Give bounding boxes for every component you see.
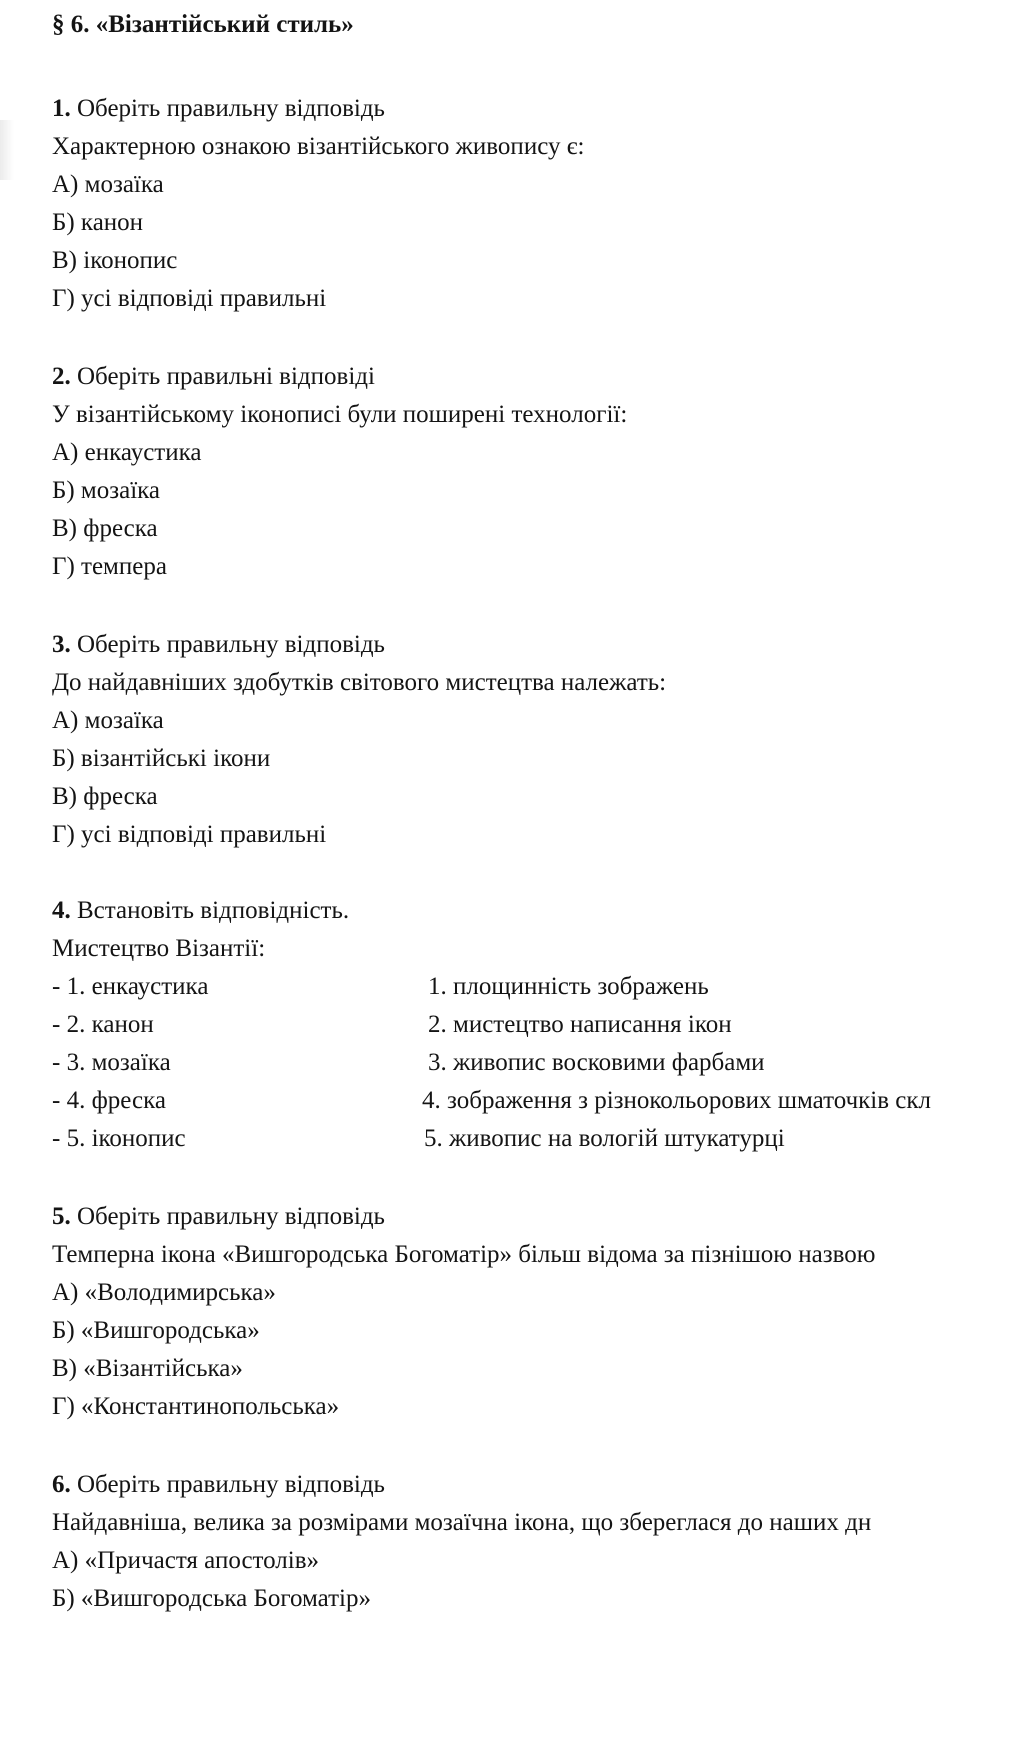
question-5-option-d: Г) «Константинопольська» <box>52 1393 340 1420</box>
question-2-option-a: А) енкаустика <box>52 439 202 466</box>
question-number: 5. <box>52 1203 71 1230</box>
match-right-item: 2. мистецтво написання ікон <box>428 1011 732 1038</box>
question-2-option-c: В) фреска <box>52 515 158 542</box>
question-5-option-b: Б) «Вишгородська» <box>52 1317 260 1344</box>
question-3-header <box>52 630 385 660</box>
match-left-item: - 1. енкаустика <box>52 973 209 1000</box>
question-6-option-a: А) «Причастя апостолів» <box>52 1547 320 1574</box>
question-3-option-b: Б) візантійські ікони <box>52 745 271 772</box>
question-instruction: Оберіть правильні відповіді <box>77 363 375 390</box>
match-left-item: - 4. фреска <box>52 1087 166 1114</box>
question-5-stem: Темперна ікона «Вишгородська Богоматір» більш відома за пізнішою назвою <box>52 1241 876 1268</box>
question-2-stem: У візантійському іконописі були поширені технології: <box>52 401 628 428</box>
question-1-option-c: В) іконопис <box>52 247 178 274</box>
question-instruction: Оберіть правильну відповідь <box>77 1471 385 1498</box>
question-5-header <box>52 1202 385 1232</box>
question-6-option-b: Б) «Вишгородська Богоматір» <box>52 1585 371 1612</box>
question-1-option-d: Г) усі відповіді правильні <box>52 285 327 312</box>
question-5-option-c: В) «Візантійська» <box>52 1355 243 1382</box>
question-number: 6. <box>52 1471 71 1498</box>
match-right-item: 1. площинність зображень <box>428 973 709 1000</box>
question-number: 2. <box>52 363 71 390</box>
match-right-item: 3. живопис восковими фарбами <box>428 1049 765 1076</box>
question-2-option-b: Б) мозаїка <box>52 477 161 504</box>
question-1-option-b: Б) канон <box>52 209 144 236</box>
question-3-option-a: А) мозаїка <box>52 707 164 734</box>
match-right-item: 4. зображення з різнокольорових шматочків скл <box>422 1087 932 1114</box>
question-4-header <box>52 896 349 926</box>
page-edge-shadow <box>0 120 14 180</box>
match-left-item: - 2. канон <box>52 1011 154 1038</box>
question-instruction: Оберіть правильну відповідь <box>77 95 385 122</box>
question-1-header <box>52 94 385 124</box>
question-2-option-d: Г) темпера <box>52 553 167 580</box>
question-number: 1. <box>52 95 71 122</box>
question-3-stem: До найдавніших здобутків світового мистецтва належать: <box>52 669 667 696</box>
question-number: 4. <box>52 897 71 924</box>
match-left-item: - 3. мозаїка <box>52 1049 171 1076</box>
page-title: § 6. «Візантійський стиль» <box>52 11 354 38</box>
question-1-stem: Характерною ознакою візантійського живопису є: <box>52 133 585 160</box>
question-6-header <box>52 1470 385 1500</box>
question-instruction: Оберіть правильну відповідь <box>77 1203 385 1230</box>
question-instruction: Встановіть відповідність. <box>77 897 350 924</box>
match-left-item: - 5. іконопис <box>52 1125 186 1152</box>
question-6-stem: Найдавніша, велика за розмірами мозаїчна ікона, що збереглася до наших дн <box>52 1509 872 1536</box>
question-1-option-a: А) мозаїка <box>52 171 164 198</box>
question-3-option-d: Г) усі відповіді правильні <box>52 821 327 848</box>
question-4-stem: Мистецтво Візантії: <box>52 935 266 962</box>
question-instruction: Оберіть правильну відповідь <box>77 631 385 658</box>
question-5-option-a: А) «Володимирська» <box>52 1279 276 1306</box>
question-3-option-c: В) фреска <box>52 783 158 810</box>
question-2-header <box>52 362 375 392</box>
question-number: 3. <box>52 631 71 658</box>
match-right-item: 5. живопис на вологій штукатурці <box>424 1125 785 1152</box>
